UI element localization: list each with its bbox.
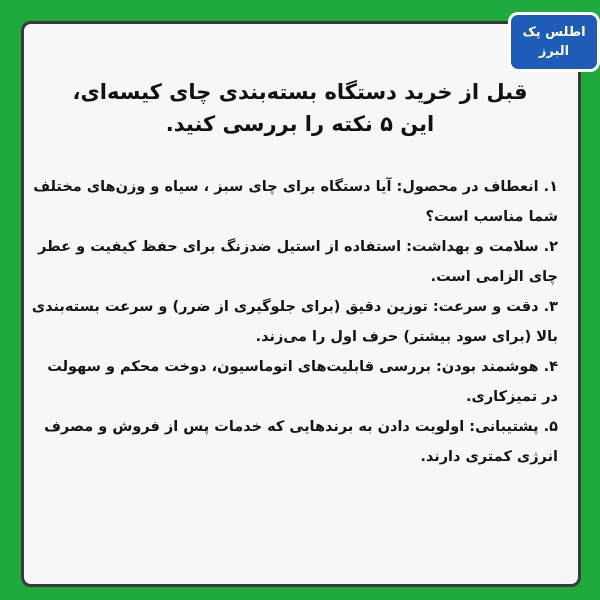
checklist <box>30 172 558 472</box>
page-title <box>40 76 560 140</box>
title-line-1: قبل از خرید دستگاه بسته‌بندی چای کیسه‌ای، <box>72 80 528 104</box>
brand-name: اطلس پک <box>522 25 586 40</box>
checklist-item: ۱. انعطاف در محصول: آیا دستگاه برای چای سبز ، سیاه و وزن‌های مختلف شما مناسب است؟ <box>33 179 558 225</box>
checklist-item: ۳. دقت و سرعت: توزین دقیق (برای جلوگیری از ضرر) و سرعت بسته‌بندی بالا (برای سود بیشتر) حرف اول را می‌زند. <box>31 299 558 345</box>
checklist-item: ۴. هوشمند بودن: بررسی قابلیت‌های اتوماسیون، دوخت محکم و سهولت در تمیزکاری. <box>47 359 558 405</box>
checklist-item: ۲. سلامت و بهداشت: استفاده از استیل ضدزنگ برای حفظ کیفیت و عطر چای الزامی است. <box>38 239 558 285</box>
brand-badge <box>508 12 600 72</box>
title-line-2: این ۵ نکته را بررسی کنید. <box>165 112 435 136</box>
checklist-item: ۵. پشتیبانی: اولویت دادن به برندهایی که خدمات پس از فروش و مصرف انرژی کمتری دارند. <box>44 419 558 465</box>
brand-region: البرز <box>538 44 570 59</box>
